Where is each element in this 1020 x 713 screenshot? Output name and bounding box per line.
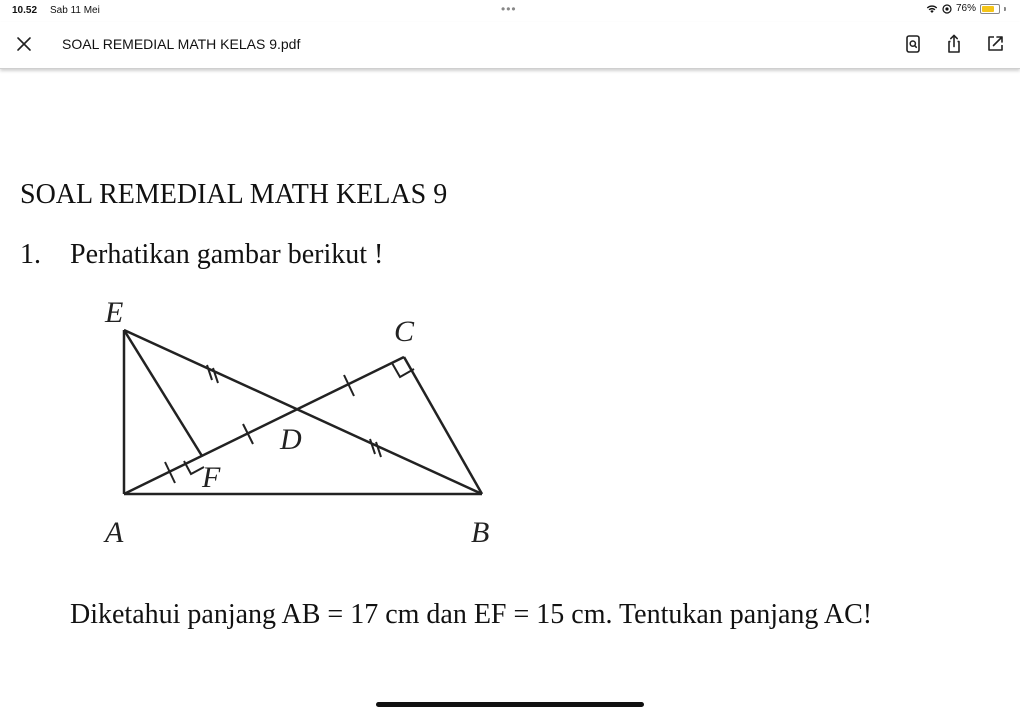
double-tick-mark-ed-1 (207, 365, 212, 380)
pdf-viewer-toolbar (0, 22, 1020, 69)
label-point-b: B (471, 516, 490, 549)
multitasking-dots-icon[interactable]: ••• (501, 2, 517, 16)
label-point-c: C (394, 315, 415, 348)
label-point-e: E (105, 296, 124, 329)
document-title: SOAL REMEDIAL MATH KELAS 9.pdf (62, 36, 301, 52)
wifi-icon (926, 4, 938, 14)
double-tick-mark-db-1 (370, 439, 375, 454)
battery-icon (980, 4, 1000, 14)
document-heading: SOAL REMEDIAL MATH KELAS 9 (20, 179, 448, 210)
battery-tip (1004, 7, 1006, 11)
geometry-figure (95, 294, 515, 554)
location-icon (942, 4, 952, 14)
status-bar (0, 0, 1020, 22)
double-tick-mark-db-2 (376, 442, 381, 457)
segment-eb (124, 330, 482, 494)
search-document-icon[interactable] (902, 33, 924, 55)
label-point-d: D (280, 423, 302, 456)
segment-cb (404, 357, 482, 494)
question-prompt: Perhatikan gambar berikut ! (70, 239, 384, 270)
question-text: Diketahui panjang AB = 17 cm dan EF = 15 cm. Tentukan panjang AC! (70, 599, 873, 630)
status-indicators (926, 3, 1006, 14)
battery-percent: 76% (955, 3, 976, 14)
status-time: 10.52 (12, 5, 38, 16)
label-point-a: A (105, 516, 124, 549)
battery-level-fill (982, 6, 994, 12)
close-icon[interactable] (14, 34, 34, 54)
status-date: Sab 11 Mei (50, 5, 100, 16)
right-angle-mark-c (392, 363, 414, 377)
share-icon[interactable] (943, 33, 965, 55)
home-indicator[interactable] (376, 702, 644, 707)
segment-ac (124, 357, 404, 494)
open-external-icon[interactable] (984, 33, 1006, 55)
pdf-page[interactable] (0, 69, 1020, 689)
double-tick-mark-ed-2 (213, 368, 218, 383)
question-number: 1. (20, 239, 41, 270)
label-point-f: F (202, 461, 221, 494)
